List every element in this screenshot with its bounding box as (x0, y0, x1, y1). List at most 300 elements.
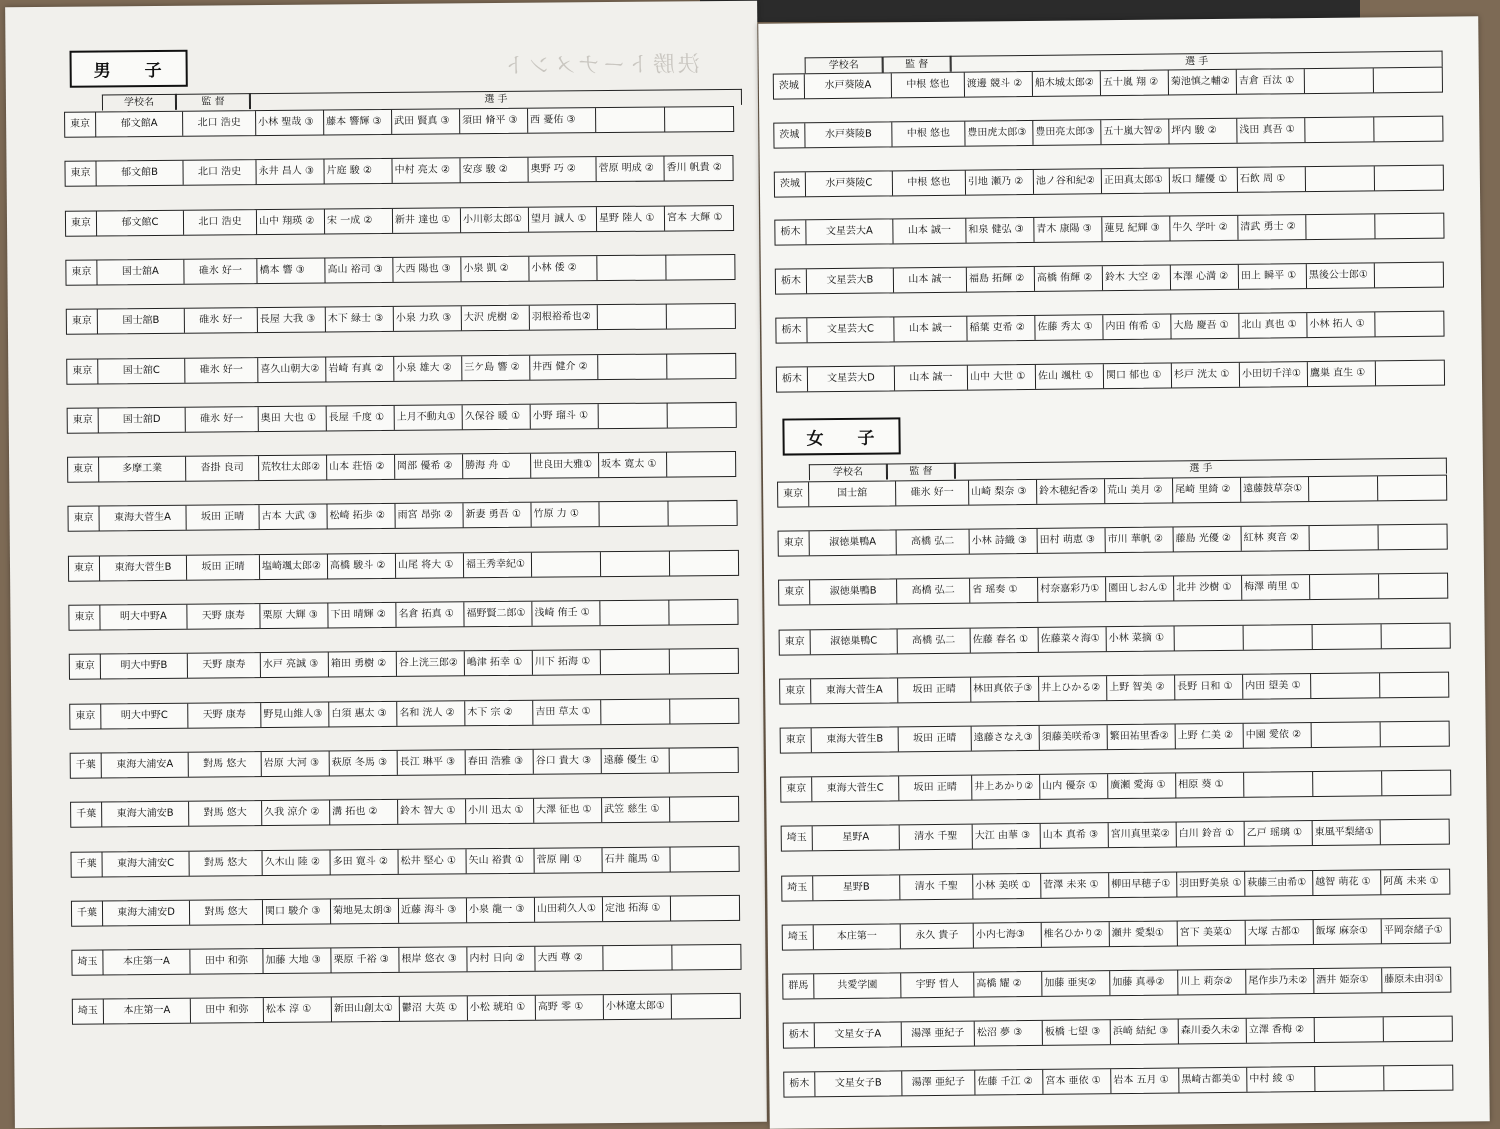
player-cell: 大西 尊 ② (535, 946, 603, 971)
coach-cell: 宇野 哲人 (901, 973, 974, 998)
roster-row (780, 770, 1451, 803)
school-cell: 東海大菅生C (812, 777, 899, 802)
school-cell: 東海大菅生A (811, 678, 898, 703)
player-cell: 山中 大世 ① (968, 365, 1036, 390)
player-cell: 嶋津 拓幸 ① (465, 651, 533, 676)
empty-player-cell (1315, 1067, 1384, 1092)
player-cell: 坂口 耀優 ① (1170, 167, 1238, 192)
player-cell: 藤原未由羽① (1384, 973, 1444, 986)
player-cell: 武田 賢真 ③ (392, 109, 460, 134)
empty-player-cell (1310, 575, 1379, 600)
player-cell: 小内七海③ (974, 923, 1042, 948)
empty-player-cell (1381, 722, 1449, 747)
empty-player-cell (1376, 360, 1444, 385)
empty-player-cell (1313, 624, 1382, 649)
school-cell: 明大中野A (100, 605, 187, 630)
player-cell: 武笠 慈生 ① (602, 798, 670, 823)
player-cell: 栗原 大輝 ③ (260, 604, 328, 629)
empty-player-cell (665, 107, 733, 132)
empty-player-cell (1375, 312, 1443, 337)
player-cell: 廣瀬 愛海 ① (1108, 774, 1176, 799)
player-cell: 羽根裕希也② (530, 305, 598, 330)
player-cell: 小川 迅太 ① (466, 799, 534, 824)
player-cell: 井上あかり② (972, 775, 1040, 800)
coach-cell: 北口 浩史 (184, 210, 257, 235)
player-cell: 近藤 海斗 ③ (399, 898, 467, 923)
player-cell: 新妻 勇吾 ① (463, 503, 531, 528)
player-cell: 井西 健介 ② (530, 355, 598, 380)
empty-player-cell (667, 353, 735, 378)
coach-cell: 永久 貴子 (901, 923, 974, 948)
player-cell: 福島 拓輝 ② (967, 267, 1035, 292)
player-cell: 菅原 明成 ② (596, 157, 664, 182)
player-cell: 小松 琥珀 ① (468, 996, 536, 1021)
school-cell: 国士舘 (809, 481, 896, 506)
player-cell: 長屋 千度 ① (327, 406, 395, 431)
player-cell: 岩原 大河 ③ (262, 751, 330, 776)
player-cell: 田上 瞬平 ① (1239, 264, 1307, 289)
empty-player-cell (1374, 116, 1442, 141)
school-cell: 本庄第一A (104, 999, 191, 1024)
prefecture-cell: 東京 (69, 556, 100, 580)
player-cell: 長江 琳平 ③ (398, 750, 466, 775)
player-cell: 宋 一成 ② (325, 209, 393, 234)
player-cell: 谷上洸三郎② (397, 652, 465, 677)
coach-cell: 天野 康寿 (187, 604, 260, 629)
player-cell: 越智 萌花 ① (1313, 870, 1381, 895)
coach-cell: 北口 浩史 (183, 111, 256, 136)
roster-row (64, 155, 733, 187)
boys-section-label: 男 子 (70, 50, 188, 88)
player-cell: 船木城太郎② (1033, 71, 1101, 96)
empty-player-cell (670, 551, 738, 576)
school-cell: 国士舘A (97, 260, 184, 285)
header-players: 選 手 (951, 51, 1443, 72)
player-cell: 定池 拓海 ① (603, 896, 671, 921)
player-cell: 阿萬 未来 ① (1383, 875, 1439, 887)
player-cell: 根岸 悠衣 ③ (399, 947, 467, 972)
player-cell: 井上ひかる② (1039, 676, 1107, 701)
player-cell: 勝海 舟 ① (463, 454, 531, 479)
school-cell: 東海大浦安B (102, 802, 189, 827)
player-cell: 高野 零 ① (536, 996, 604, 1021)
player-cell: 豊田虎太郎③ (965, 121, 1033, 146)
coach-cell: 中根 悠也 (892, 121, 965, 146)
player-cell: 大江 由華 ③ (973, 824, 1041, 849)
player-cell: 藤本 響輝 ③ (324, 110, 392, 135)
coach-cell: 坂田 正晴 (898, 677, 971, 702)
player-cell: 大西 陽也 ③ (393, 257, 461, 282)
header-coach: 監 督 (887, 463, 955, 480)
header-school: 学校名 (809, 463, 887, 480)
prefecture-cell: 栃木 (777, 367, 808, 391)
prefecture-cell: 埼玉 (72, 951, 103, 975)
player-cell: 中村 亮太 ② (392, 159, 460, 184)
coach-cell: 田中 和弥 (191, 998, 264, 1023)
player-cell: 新田山創太① (332, 997, 400, 1022)
player-cell: 関口 駿介 ③ (263, 899, 331, 924)
school-cell: 東海大浦安A (102, 753, 189, 778)
player-cell: 上月不動丸① (395, 405, 463, 430)
player-cell: 林田真依子③ (971, 677, 1039, 702)
empty-player-cell (603, 946, 672, 971)
player-cell: 小林 倭 ② (529, 256, 597, 281)
roster-row (783, 1065, 1453, 1098)
player-cell: 荒山 美月 ② (1105, 478, 1173, 503)
empty-player-cell (1311, 673, 1380, 698)
coach-cell: 山本 誠一 (894, 317, 967, 342)
player-cell: 鈴木 智大 ① (398, 799, 466, 824)
player-cell: 内田 侑希 ① (1103, 314, 1171, 339)
school-cell: 東海大浦安C (102, 851, 189, 876)
roster-row (71, 895, 740, 927)
player-cell: 青木 康陽 ③ (1034, 218, 1102, 243)
player-cell: 吉倉 百汰 ① (1237, 69, 1305, 94)
girls-section-label: 女 子 (782, 417, 900, 455)
player-cell: 坪内 駿 ② (1169, 119, 1237, 144)
empty-player-cell (1305, 68, 1374, 93)
player-cell: 小泉 凱 ② (461, 257, 529, 282)
empty-player-cell (1374, 68, 1442, 93)
player-cell: 柳田早穂子① (1109, 872, 1177, 897)
player-cell: 池ノ谷和紀② (1034, 169, 1102, 194)
empty-player-cell (1309, 476, 1378, 501)
roster-row (71, 944, 741, 976)
player-cell: 木下 緑士 ③ (326, 307, 394, 332)
prefecture-cell: 茨城 (775, 172, 806, 196)
player-cell: 立澤 香梅 ② (1247, 1018, 1315, 1043)
player-cell: 鈴木 大空 ② (1103, 266, 1171, 291)
empty-player-cell (1384, 1066, 1452, 1091)
player-cell: 春田 浩雅 ③ (466, 750, 534, 775)
player-cell: 内村 日向 ② (467, 947, 535, 972)
coach-cell: 碓氷 好一 (184, 259, 257, 284)
empty-player-cell (670, 748, 738, 773)
prefecture-cell: 東京 (67, 310, 98, 334)
prefecture-cell: 栃木 (776, 269, 807, 293)
header-players: 選 手 (955, 458, 1447, 479)
prefecture-cell: 茨城 (774, 123, 805, 147)
school-cell: 郁文館A (96, 112, 183, 137)
player-cell: 溝 拓也 ② (330, 800, 398, 825)
prefecture-cell: 東京 (66, 260, 97, 284)
player-cell: 佐藤 春名 ① (971, 627, 1039, 652)
player-cell: 小泉 龍一 ③ (467, 898, 535, 923)
empty-player-cell (1244, 772, 1313, 797)
player-cell: 坂本 寛太 ① (599, 453, 667, 478)
player-cell: 遠藤さなえ③ (972, 726, 1040, 751)
player-cell: 岡部 優希 ② (395, 454, 463, 479)
player-cell: 佐藤 秀太 ① (1035, 315, 1103, 340)
player-cell: 宮川真里菜② (1109, 823, 1177, 848)
roster-row (67, 451, 736, 483)
player-cell: 平岡奈緒子① (1383, 924, 1443, 937)
header-school: 学校名 (805, 56, 883, 73)
player-cell: 蓮見 紀輝 ③ (1102, 217, 1170, 242)
player-cell: 山尾 将大 ① (396, 553, 464, 578)
player-cell: 上野 智美 ② (1107, 675, 1175, 700)
player-cell: 牛久 学叶 ② (1170, 216, 1238, 241)
coach-cell: 碓氷 好一 (896, 481, 969, 506)
player-cell: 小林 菜摘 ① (1107, 626, 1175, 651)
player-cell: 西 憂佑 ③ (528, 108, 596, 133)
player-cell: 宮下 美菜① (1178, 921, 1246, 946)
player-cell: 新井 達也 ① (393, 208, 461, 233)
right-page (758, 16, 1490, 1128)
empty-player-cell (1382, 623, 1450, 648)
empty-player-cell (532, 552, 601, 577)
prefecture-cell: 東京 (780, 679, 811, 703)
prefecture-cell: 千葉 (71, 852, 102, 876)
roster-row (780, 721, 1450, 754)
prefecture-cell: 栃木 (784, 1023, 815, 1047)
prefecture-cell: 東京 (68, 458, 99, 482)
school-cell: 共愛学園 (814, 973, 901, 998)
player-cell: 矢山 裕貴 ① (466, 848, 534, 873)
header-school: 学校名 (102, 94, 176, 111)
player-cell: 白須 惠太 ③ (329, 702, 397, 727)
player-cell: 椎名ひかり② (1042, 922, 1110, 947)
prefecture-cell: 千葉 (71, 753, 102, 777)
empty-player-cell (598, 305, 667, 330)
coach-cell: 山本 誠一 (893, 219, 966, 244)
prefecture-cell: 東京 (780, 630, 811, 654)
player-cell: 上野 仁美 ② (1176, 724, 1244, 749)
empty-player-cell (601, 699, 670, 724)
empty-player-cell (670, 649, 738, 674)
player-cell: 下田 晴輝 ② (328, 603, 396, 628)
player-cell: 木下 宗 ② (465, 700, 533, 725)
player-cell: 吉田 草太 ① (533, 700, 601, 725)
roster-row (776, 359, 1445, 392)
empty-player-cell (1306, 215, 1375, 240)
school-cell: 郁文館B (96, 161, 183, 186)
empty-player-cell (672, 945, 740, 970)
player-cell: 栗原 千裕 ③ (331, 948, 399, 973)
player-cell: 望月 誠人 ① (529, 207, 597, 232)
player-cell: 中村 綾 ① (1247, 1067, 1315, 1092)
player-cell: 大島 慶吾 ① (1171, 314, 1239, 339)
player-cell: 松沼 夢 ③ (975, 1021, 1043, 1046)
player-cell: 加藤 亜実② (1042, 971, 1110, 996)
player-cell: 小泉 力玖 ③ (394, 307, 462, 332)
player-cell: 飯塚 麻奈① (1314, 919, 1382, 944)
player-cell: 山田莉久人① (535, 897, 603, 922)
player-cell: 小泉 雄大 ② (394, 356, 462, 381)
school-cell: 水戸葵陵C (806, 171, 893, 196)
header-coach: 監 督 (176, 93, 250, 110)
school-cell: 明大中野C (101, 703, 188, 728)
player-cell: 白川 鈴音 ① (1177, 822, 1245, 847)
player-cell: 清武 勇士 ② (1238, 215, 1306, 240)
player-cell: 名倉 拓真 ① (396, 602, 464, 627)
player-cell: 須藤美咲希③ (1040, 725, 1108, 750)
roster-row (783, 1016, 1453, 1049)
roster-row (779, 671, 1449, 704)
player-cell: 杉戸 洸太 ① (1172, 363, 1240, 388)
roster-row (69, 648, 739, 680)
roster-row (68, 599, 738, 631)
roster-row (781, 868, 1450, 901)
player-cell: 佐藤菜々海① (1039, 627, 1107, 652)
player-cell: 片庭 駿 ② (324, 159, 392, 184)
player-cell: 大澤 征也 ① (534, 798, 602, 823)
player-cell: 岩崎 有真 ② (326, 356, 394, 381)
empty-player-cell (1315, 1017, 1384, 1042)
prefecture-cell: 東京 (67, 359, 98, 383)
empty-player-cell (1375, 214, 1443, 239)
school-cell: 本庄第一A (103, 950, 190, 975)
prefecture-cell: 埼玉 (782, 876, 813, 900)
player-cell: 長屋 大我 ③ (258, 308, 326, 333)
player-cell: 萩原 冬馬 ③ (330, 751, 398, 776)
player-cell: 宮本 亜依 ① (1043, 1070, 1111, 1095)
player-cell: 北山 真也 ① (1239, 313, 1307, 338)
player-cell: 菊池慎之輔② (1169, 70, 1237, 95)
prefecture-cell: 東京 (778, 482, 809, 506)
prefecture-cell: 東京 (66, 211, 97, 235)
prefecture-cell: 埼玉 (782, 827, 813, 851)
player-cell: 板橋 七望 ③ (1043, 1020, 1111, 1045)
empty-player-cell (1175, 625, 1244, 650)
player-cell: 紅林 爽音 ② (1242, 526, 1310, 551)
player-cell: 豊田亮太郎③ (1033, 120, 1101, 145)
empty-player-cell (1310, 526, 1379, 551)
player-cell: 小川彰太郎① (461, 207, 529, 232)
player-cell: 山崎 梨奈 ③ (969, 480, 1037, 505)
player-cell: 須田 脩平 ③ (460, 109, 528, 134)
player-cell: 松崎 拓歩 ② (327, 504, 395, 529)
roster-row (774, 213, 1444, 246)
school-cell: 星野A (813, 826, 900, 851)
player-cell: 野見山維人③ (261, 702, 329, 727)
empty-player-cell (599, 502, 668, 527)
coach-cell: 中根 悠也 (892, 73, 965, 98)
player-cell: 山本 荘悟 ② (327, 455, 395, 480)
coach-cell: 北口 浩史 (183, 160, 256, 185)
player-cell: 古本 大武 ③ (259, 505, 327, 530)
school-cell: 文星女子A (815, 1023, 902, 1048)
roster-row (67, 500, 737, 532)
prefecture-cell: 千葉 (71, 803, 102, 827)
school-cell: 国士舘D (99, 408, 186, 433)
player-cell: 省 瑶奏 ① (970, 578, 1038, 603)
player-cell: 菊地晃太朗③ (331, 899, 399, 924)
player-cell: 浅田 真吾 ① (1237, 118, 1305, 143)
player-cell: 小野 瑠斗 ① (531, 404, 599, 429)
coach-cell: 高橋 弘二 (897, 579, 970, 604)
roster-row (65, 254, 735, 286)
coach-cell: 清水 千聖 (900, 825, 973, 850)
player-cell: 浜崎 結紀 ③ (1111, 1020, 1179, 1045)
empty-player-cell (1313, 771, 1382, 796)
player-cell: 鈴木穂紀香② (1037, 479, 1105, 504)
player-cell: 繁田祐里香② (1108, 724, 1176, 749)
empty-player-cell (666, 255, 734, 280)
empty-player-cell (670, 846, 738, 871)
roster-row (781, 819, 1450, 852)
school-cell: 淑徳巣鴨C (811, 629, 898, 654)
player-cell: 相原 葵 ① (1176, 773, 1244, 798)
empty-player-cell (1312, 722, 1381, 747)
coach-cell: 碓氷 好一 (185, 358, 258, 383)
roster-row (66, 352, 736, 384)
empty-player-cell (1305, 117, 1374, 142)
player-cell: 黒崎古都美① (1179, 1068, 1247, 1093)
empty-player-cell (1379, 574, 1447, 599)
prefecture-cell: 埼玉 (783, 925, 814, 949)
player-cell: 福王秀幸紀① (464, 552, 532, 577)
player-cell: 箱田 勇樹 ② (329, 652, 397, 677)
empty-player-cell (597, 255, 666, 280)
player-cell: 久保谷 暖 ① (463, 405, 531, 430)
prefecture-cell: 東京 (65, 162, 96, 186)
player-cell: 喜久山朝大② (258, 357, 326, 382)
player-cell: 山本 真希 ③ (1041, 824, 1109, 849)
coach-cell: 山本 誠一 (895, 365, 968, 390)
empty-player-cell (670, 699, 738, 724)
coach-cell: 對馬 悠大 (189, 752, 262, 777)
empty-player-cell (667, 452, 735, 477)
roster-row (782, 967, 1451, 1000)
player-cell: 松本 淳 ① (264, 998, 332, 1023)
player-cell: 鷹巣 直生 ① (1308, 361, 1376, 386)
player-cell: 和泉 健弘 ③ (966, 218, 1034, 243)
roster-row (775, 262, 1444, 295)
player-cell: 稲葉 吏希 ② (967, 316, 1035, 341)
player-cell: 瀬井 愛梨① (1110, 921, 1178, 946)
school-cell: 淑徳巣鴨A (810, 531, 897, 556)
roster-row (68, 550, 739, 582)
player-cell: 村奈嘉彩乃① (1038, 578, 1106, 603)
player-cell: 加藤 大地 ③ (263, 949, 331, 974)
player-cell: 小林遼太郎① (604, 995, 672, 1020)
prefecture-cell: 東京 (65, 113, 96, 137)
coach-cell: 坂田 正晴 (187, 555, 260, 580)
empty-player-cell (600, 601, 669, 626)
coach-cell: 天野 康寿 (188, 703, 261, 728)
coach-cell: 對馬 悠大 (189, 851, 262, 876)
school-cell: 国士舘B (98, 309, 185, 334)
player-cell: 鬱沼 大英 ① (400, 997, 468, 1022)
school-cell: 文星芸大C (807, 317, 894, 342)
player-cell: 尾作歩乃未② (1246, 969, 1314, 994)
roster-row (70, 747, 739, 779)
roster-row (70, 845, 739, 877)
roster-row (779, 622, 1451, 655)
player-cell: 大沢 虎樹 ② (462, 306, 530, 331)
school-cell: 星野B (813, 875, 900, 900)
empty-player-cell (1381, 820, 1449, 845)
empty-player-cell (599, 403, 668, 428)
prefecture-cell: 栃木 (776, 318, 807, 342)
school-cell: 文星芸大D (808, 366, 895, 391)
empty-player-cell (671, 896, 739, 921)
school-cell: 明大中野B (101, 654, 188, 679)
prefecture-cell: 千葉 (72, 901, 103, 925)
player-cell: 山内 優奈 ① (1040, 774, 1108, 799)
coach-cell: 坂田 正晴 (899, 727, 972, 752)
player-cell: 中園 愛依 ② (1244, 723, 1312, 748)
player-cell: 北井 沙樹 ① (1174, 576, 1242, 601)
header-players: 選 手 (250, 89, 742, 109)
player-cell: 本澤 心満 ② (1171, 265, 1239, 290)
player-cell: 市川 華帆 ② (1106, 528, 1174, 553)
roster-row (66, 303, 736, 335)
school-cell: 国士舘C (98, 358, 185, 383)
player-cell: 石井 龍馬 ① (602, 847, 670, 872)
player-cell: 川上 莉奈② (1178, 970, 1246, 995)
